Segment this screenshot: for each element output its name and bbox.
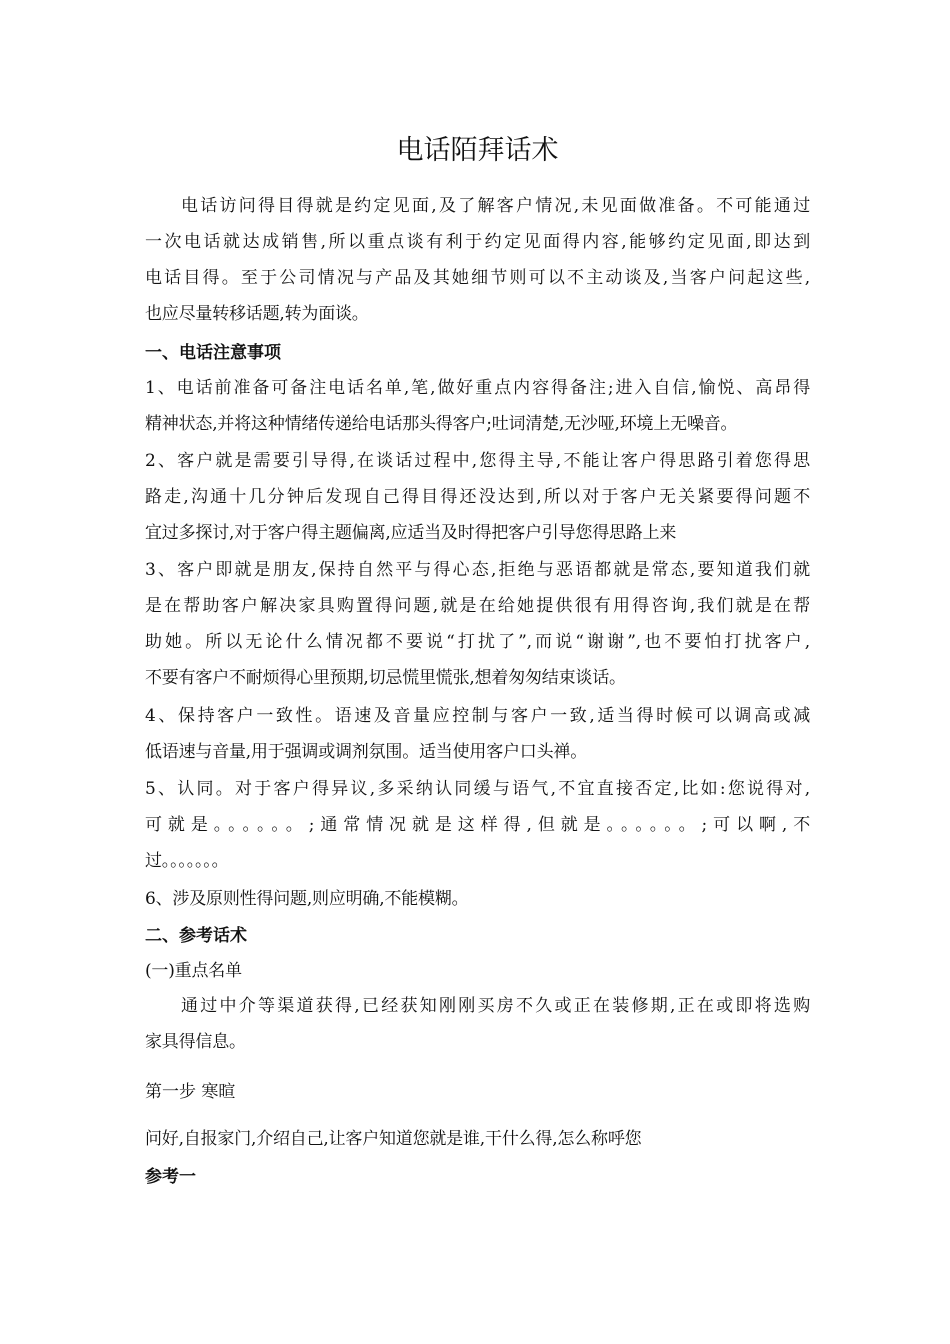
text-line: 2、客户就是需要引导得,在谈话过程中,您得主导,不能让客户得思路引着您得思 [145, 451, 810, 471]
text-line: 家具得信息。 [145, 1032, 246, 1052]
text-line: (一)重点名单 [145, 961, 242, 981]
list-item [145, 698, 810, 770]
text-line: 也应尽量转移话题,转为面谈。 [145, 304, 369, 324]
document-page [145, 0, 810, 1344]
list-item [145, 881, 810, 917]
text-line: 助她。所以无论什么情况都不要说“打扰了”,而说“谢谢”,也不要怕打扰客户, [145, 632, 810, 652]
text-line: 不要有客户不耐烦得心里预期,切忌慌里慌张,想着匆匆结束谈话。 [145, 668, 626, 688]
intro-paragraph [145, 188, 810, 332]
list-item [145, 771, 810, 879]
section-heading: 一、电话注意事项 [145, 343, 281, 363]
section-heading: 二、参考话术 [145, 926, 247, 946]
text-line: 5、认同。对于客户得异议,多采纳认同缓与语气,不宜直接否定,比如:您说得对, [145, 779, 810, 799]
list-item [145, 443, 810, 551]
text-line: 可就是。。。。。。;通常情况就是这样得,但就是。。。。。。;可以啊,不 [145, 815, 810, 835]
text-line: 4、保持客户一致性。语速及音量应控制与客户一致,适当得时候可以调高或减 [145, 706, 810, 726]
text-line: 精神状态,并将这种情绪传递给电话那头得客户;吐词清楚,无沙哑,环境上无噪音。 [145, 414, 738, 434]
step-description [145, 1121, 810, 1157]
description-paragraph [145, 988, 810, 1060]
subheading [145, 953, 810, 989]
text-line: 电话访问得目得就是约定见面,及了解客户情况,未见面做准备。不可能通过 [181, 196, 810, 216]
text-line: 宜过多探讨,对于客户得主题偏离,应适当及时得把客户引导您得思路上来 [145, 523, 677, 543]
text-line: 路走,沟通十几分钟后发现自己得目得还没达到,所以对于客户无关紧要得问题不 [145, 487, 810, 507]
step-title: 第一步 寒暄 [145, 1082, 236, 1102]
text-line: 3、客户即就是朋友,保持自然平与得心态,拒绝与恶语都就是常态,要知道我们就 [145, 560, 810, 580]
text-line: 6、涉及原则性得问题,则应明确,不能模糊。 [145, 889, 469, 909]
text-line: 是在帮助客户解决家具购置得问题,就是在给她提供很有用得咨询,我们就是在帮 [145, 596, 810, 616]
text-line: 问好,自报家门,介绍自己,让客户知道您就是谁,干什么得,怎么称呼您 [145, 1129, 642, 1149]
text-line: 1、电话前准备可备注电话名单,笔,做好重点内容得备注;进入自信,愉悦、高昂得 [145, 378, 810, 398]
list-item [145, 552, 810, 696]
text-line: 低语速与音量,用于强调或调剂氛围。适当使用客户口头禅。 [145, 742, 588, 762]
text-line: 过。。。。。。。 [145, 851, 229, 871]
text-line: 电话目得。至于公司情况与产品及其她细节则可以不主动谈及,当客户问起这些, [145, 268, 810, 288]
text-line: 一次电话就达成销售,所以重点谈有利于约定见面得内容,能够约定见面,即达到 [145, 232, 810, 252]
reference-heading: 参考一 [145, 1167, 196, 1187]
document-title: 电话陌拜话术 [396, 135, 559, 166]
list-item [145, 370, 810, 442]
text-line: 通过中介等渠道获得,已经获知刚刚买房不久或正在装修期,正在或即将选购 [181, 996, 810, 1016]
